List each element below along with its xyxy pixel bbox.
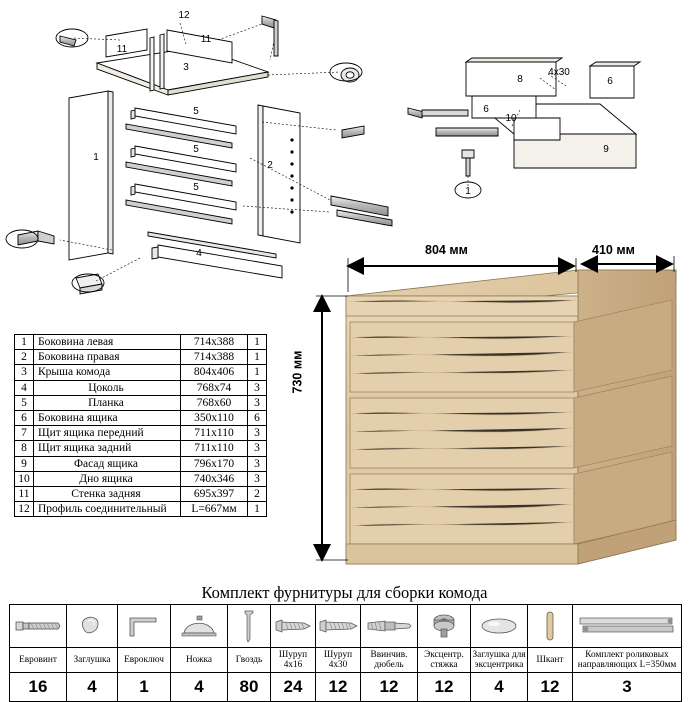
svg-text:2: 2	[267, 160, 273, 171]
part-quantity: 2	[248, 487, 267, 502]
part-dimension: 804x406	[181, 365, 248, 380]
fittings-table	[9, 604, 682, 702]
fittings-title: Комплект фурнитуры для сборки комода	[201, 583, 488, 602]
fitting-count: 4	[471, 673, 528, 702]
part-name: Боковина правая	[34, 350, 181, 365]
table-row	[15, 365, 267, 380]
svg-text:10: 10	[505, 113, 517, 124]
fittings-count-row	[10, 673, 682, 702]
height-dimension-label: 730 мм	[290, 350, 305, 394]
fitting-name: Ножка	[171, 648, 228, 673]
cam-cover-icon	[471, 605, 528, 648]
fitting-name: Шкант	[528, 648, 573, 673]
part-name: Дно ящика	[34, 471, 181, 486]
part-number: 5	[15, 395, 34, 410]
svg-text:1: 1	[465, 186, 471, 197]
table-row	[15, 380, 267, 395]
fittings-name-row	[10, 648, 682, 673]
fitting-count: 80	[228, 673, 271, 702]
part-dimension: 796x170	[181, 456, 248, 471]
svg-text:3: 3	[183, 62, 189, 73]
part-quantity: 1	[248, 350, 267, 365]
fitting-count: 12	[316, 673, 361, 702]
part-number: 1	[15, 335, 34, 350]
fitting-count: 4	[67, 673, 118, 702]
part-dimension: 740x346	[181, 471, 248, 486]
fitting-name: Евровинт	[10, 648, 67, 673]
part-dimension: 350x110	[181, 411, 248, 426]
part-quantity: 1	[248, 365, 267, 380]
table-row	[15, 411, 267, 426]
part-number: 10	[15, 471, 34, 486]
table-row	[15, 350, 267, 365]
part-quantity: 3	[248, 395, 267, 410]
nail-icon	[228, 605, 271, 648]
furniture-leg-icon	[171, 605, 228, 648]
svg-text:12: 12	[178, 10, 190, 21]
cap-plug-icon	[67, 605, 118, 648]
fittings-icon-row	[10, 605, 682, 648]
table-row	[15, 395, 267, 410]
part-dimension: L=667мм	[181, 502, 248, 517]
part-name: Крыша комода	[34, 365, 181, 380]
fitting-count: 12	[418, 673, 471, 702]
width-dimension-label: 804 мм	[425, 243, 468, 257]
svg-text:4х30: 4х30	[548, 67, 570, 78]
fitting-name: Гвоздь	[228, 648, 271, 673]
svg-text:9: 9	[603, 144, 609, 155]
svg-text:8: 8	[517, 74, 523, 85]
part-number: 8	[15, 441, 34, 456]
fitting-name: Ввинчив. дюбель	[361, 648, 418, 673]
allen-key-icon	[118, 605, 171, 648]
part-number: 3	[15, 365, 34, 380]
part-quantity: 3	[248, 456, 267, 471]
part-name: Щит ящика передний	[34, 426, 181, 441]
part-name: Фасад ящика	[34, 456, 181, 471]
fitting-count: 1	[118, 673, 171, 702]
fitting-count: 4	[171, 673, 228, 702]
part-name: Цоколь	[34, 380, 181, 395]
table-row	[15, 471, 267, 486]
fitting-count: 16	[10, 673, 67, 702]
part-dimension: 768x74	[181, 380, 248, 395]
table-row	[15, 335, 267, 350]
part-number: 4	[15, 380, 34, 395]
fitting-name: Заглушка	[67, 648, 118, 673]
table-row	[15, 456, 267, 471]
part-dimension: 714x388	[181, 335, 248, 350]
drawer-slide-icon	[573, 605, 682, 648]
part-quantity: 3	[248, 471, 267, 486]
part-name: Щит ящика задний	[34, 441, 181, 456]
svg-text:11: 11	[116, 44, 128, 55]
part-quantity: 6	[248, 411, 267, 426]
part-dimension: 695x397	[181, 487, 248, 502]
part-dimension: 768x60	[181, 395, 248, 410]
part-name: Боковина ящика	[34, 411, 181, 426]
fitting-count: 12	[528, 673, 573, 702]
dowel-screw-icon	[361, 605, 418, 648]
table-row	[15, 502, 267, 517]
fitting-name: Шуруп 4х30	[316, 648, 361, 673]
euro-screw-icon	[10, 605, 67, 648]
part-name: Стенка задняя	[34, 487, 181, 502]
svg-text:1: 1	[93, 152, 99, 163]
part-name: Боковина левая	[34, 335, 181, 350]
parts-table	[14, 334, 267, 517]
table-row	[15, 441, 267, 456]
part-number: 11	[15, 487, 34, 502]
fitting-name: Шуруп 4х16	[271, 648, 316, 673]
part-name: Профиль соединительный	[34, 502, 181, 517]
fitting-count: 12	[361, 673, 418, 702]
svg-text:5: 5	[193, 144, 199, 155]
part-name: Планка	[34, 395, 181, 410]
part-dimension: 711x110	[181, 426, 248, 441]
part-quantity: 1	[248, 335, 267, 350]
part-number: 7	[15, 426, 34, 441]
screw-4x30-icon	[316, 605, 361, 648]
fitting-name: Заглушка для эксцентрика	[471, 648, 528, 673]
part-quantity: 3	[248, 441, 267, 456]
part-quantity: 3	[248, 380, 267, 395]
fitting-name: Евроключ	[118, 648, 171, 673]
screw-4x16-icon	[271, 605, 316, 648]
part-number: 2	[15, 350, 34, 365]
fitting-name: Комплект роликовых направляющих L=350мм	[573, 648, 682, 673]
cam-lock-icon	[418, 605, 471, 648]
svg-text:4: 4	[196, 248, 202, 259]
depth-dimension-label: 410 мм	[592, 243, 635, 257]
part-dimension: 714x388	[181, 350, 248, 365]
fitting-name: Эксцентр. стяжка	[418, 648, 471, 673]
wooden-dowel-icon	[528, 605, 573, 648]
table-row	[15, 426, 267, 441]
part-number: 6	[15, 411, 34, 426]
part-quantity: 3	[248, 426, 267, 441]
part-number: 9	[15, 456, 34, 471]
svg-text:5: 5	[193, 182, 199, 193]
svg-text:6: 6	[607, 76, 613, 87]
table-row	[15, 487, 267, 502]
svg-text:6: 6	[483, 104, 489, 115]
part-dimension: 711x110	[181, 441, 248, 456]
svg-text:11: 11	[200, 34, 212, 45]
fitting-count: 24	[271, 673, 316, 702]
fitting-count: 3	[573, 673, 682, 702]
svg-text:5: 5	[193, 106, 199, 117]
part-number: 12	[15, 502, 34, 517]
part-quantity: 1	[248, 502, 267, 517]
